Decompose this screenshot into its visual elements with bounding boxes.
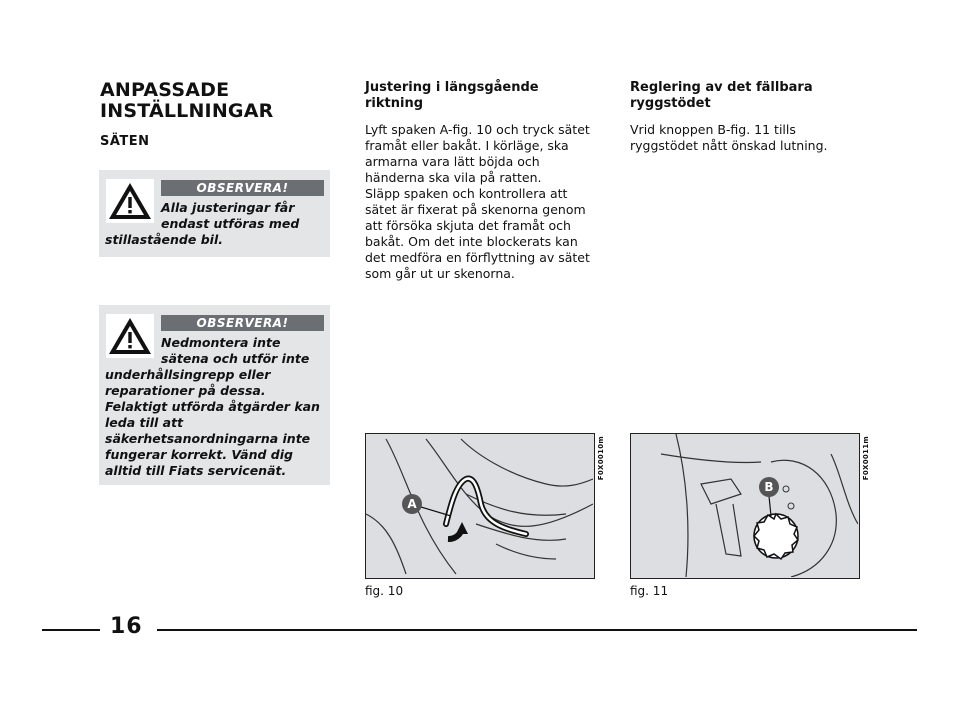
warning-text-rest: stillastående bil.: [105, 232, 223, 247]
warning-text-indented: Nedmontera inte sätena och utför inte: [161, 335, 310, 366]
seat-lever-drawing: [366, 434, 593, 577]
warning-triangle-icon: [106, 179, 154, 223]
warning-header: OBSERVERA!: [161, 315, 324, 331]
title-line-1: ANPASSADE: [100, 79, 230, 101]
figure-10-illustration: [365, 433, 595, 579]
figure-10-caption: fig. 10: [365, 584, 404, 598]
callout-a: A: [402, 494, 422, 514]
middle-column: [365, 80, 597, 282]
paragraph-backrest: Vrid knoppen B-fig. 11 tills ryggstödet nått önskad lutning.: [630, 122, 828, 153]
section-subtitle: SÄTEN: [100, 134, 150, 149]
warning-text-indented: Alla justeringar får endast utföras med: [161, 200, 300, 231]
page-number: 16: [110, 614, 143, 639]
figure-10-code: F0X0010m: [597, 436, 605, 481]
warning-box-1: [99, 170, 330, 257]
warning-triangle-icon: [106, 314, 154, 358]
warning-box-2: [99, 305, 330, 485]
footer-rule-right: [157, 629, 917, 631]
title-line-2: INSTÄLLNINGAR: [100, 100, 274, 122]
figure-11-illustration: [630, 433, 860, 579]
footer-rule-left: [42, 629, 100, 631]
section-heading-backrest: Reglering av det fällbara ryggstödet: [630, 80, 813, 111]
callout-b: B: [759, 477, 779, 497]
section-heading-longitudinal: Justering i längsgående riktning: [365, 80, 539, 111]
paragraph-2: Släpp spaken och kontrollera att sätet är fixerat på skenorna genom att försöka skjuta det framåt och bakåt. Om det inte blockerats kan det medföra en förflyttning av sätet som går ut ur skenorna.: [365, 186, 590, 281]
warning-header: OBSERVERA!: [161, 180, 324, 196]
backrest-knob-drawing: [631, 434, 858, 577]
figure-11-caption: fig. 11: [630, 584, 669, 598]
figure-11-code: F0X0011m: [862, 436, 870, 481]
warning-text-rest: underhållsingrepp eller reparationer på dessa. Felaktigt utförda åtgärder kan leda till att säkerhetsanordningarna inte fungerar korrekt. Vänd dig alltid till Fiats servicenät.: [105, 367, 320, 478]
page-title: [100, 80, 340, 122]
right-column: [630, 80, 830, 154]
paragraph-1: Lyft spaken A-fig. 10 och tryck sätet framåt eller bakåt. I körläge, ska armarna vara lätt böjda och händerna ska vila på ratten.: [365, 122, 590, 185]
